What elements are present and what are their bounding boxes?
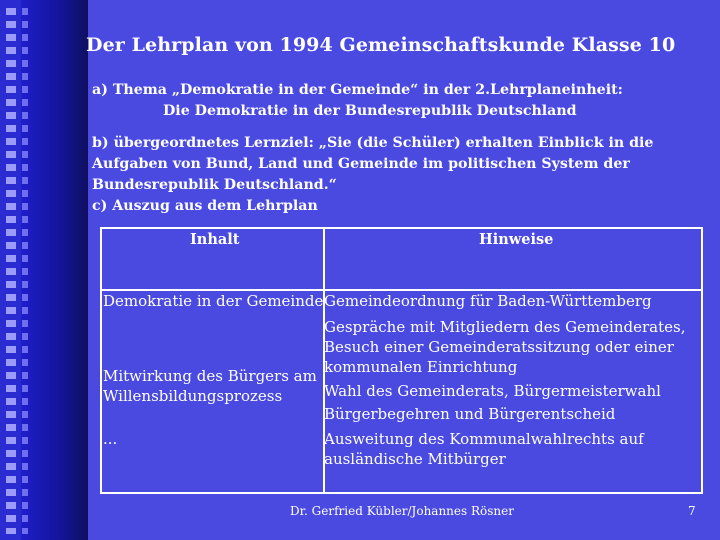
decorative-squares-inner [22,8,28,534]
hinweise-line: Ausweitung des Kommunalwahlrechts auf [324,430,644,448]
section-b-line-1: b) übergeordnetes Lernziel: „Sie (die Schüler) erhalten Einblick in die [92,135,654,151]
table-header-inhalt: Inhalt [190,231,240,248]
hinweise-line: Wahl des Gemeinderats, Bürgermeisterwahl [324,382,661,400]
section-a-line-1: a) Thema „Demokratie in der Gemeinde“ in der 2.Lehrplaneinheit: [92,82,623,98]
hinweise-line: Besuch einer Gemeinderatssitzung oder einer [324,338,674,356]
section-b-line-2: Aufgaben von Bund, Land und Gemeinde im politischen System der [92,156,630,172]
inhalt-cell-1: Demokratie in der Gemeinde [103,292,324,310]
section-a [92,80,623,122]
section-b-line-3: Bundesrepublik Deutschland.“ [92,177,337,193]
curriculum-table [100,227,703,494]
inhalt-cell-2b: Willensbildungsprozess [103,387,283,405]
footer-author: Dr. Gerfried Kübler/Johannes Rösner [290,504,514,518]
hinweise-line: kommunalen Einrichtung [324,358,518,376]
slide-title: Der Lehrplan von 1994 Gemeinschaftskunde Klasse 10 [86,34,676,56]
page-number: 7 [688,504,696,518]
table-header-hinweise: Hinweise [479,231,554,248]
hinweise-line: Bürgerbegehren und Bürgerentscheid [324,405,616,423]
inhalt-cell-2a: Mitwirkung des Bürgers am [103,367,317,385]
decorative-squares [6,8,16,534]
inhalt-cell-3: ... [103,430,118,448]
hinweise-line: Gespräche mit Mitgliedern des Gemeinderates, [324,318,686,336]
section-c-heading: c) Auszug aus dem Lehrplan [92,198,318,214]
section-b [92,133,653,217]
section-a-line-2: Die Demokratie in der Bundesrepublik Deutschland [163,103,577,119]
hinweise-line: ausländische Mitbürger [324,450,506,468]
hinweise-line: Gemeindeordnung für Baden-Württemberg [324,292,652,310]
